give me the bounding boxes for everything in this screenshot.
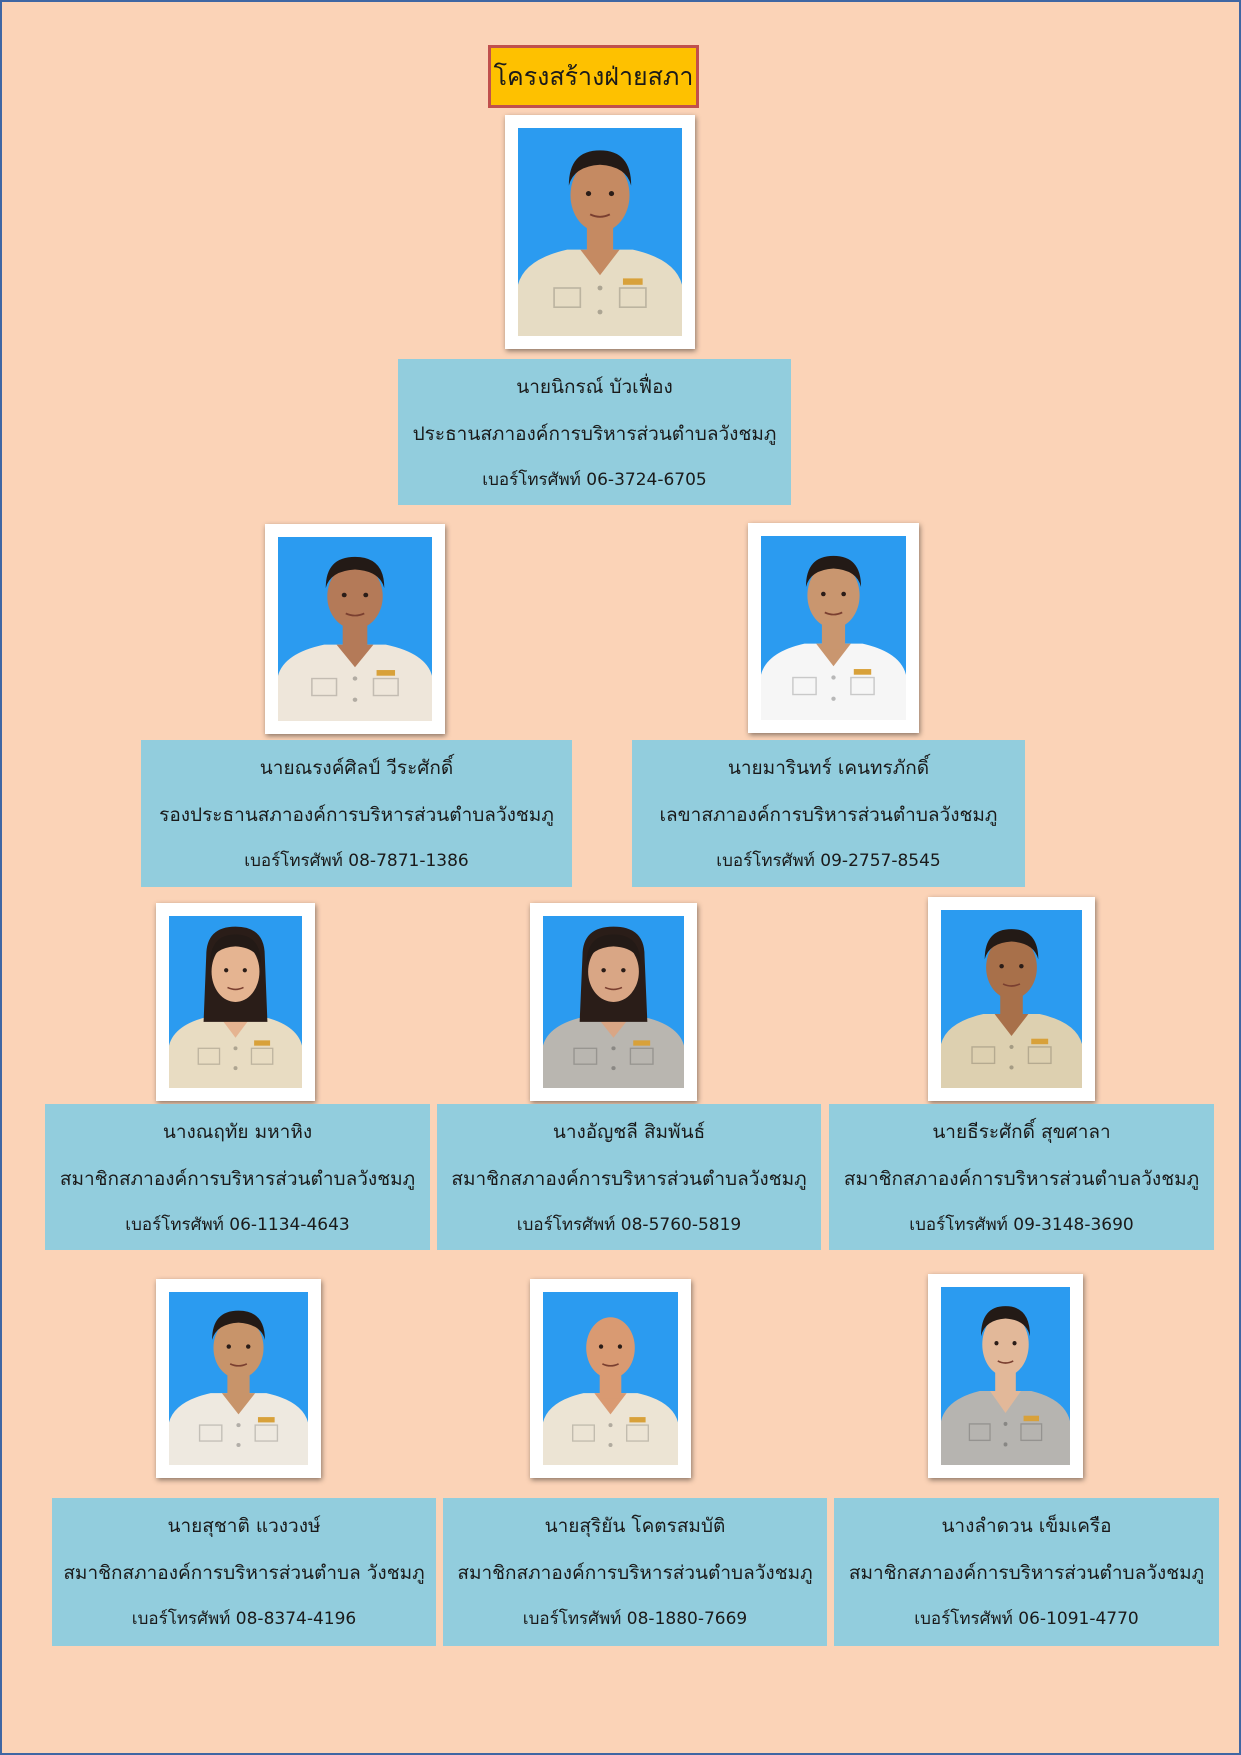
member-phone [52,1605,436,1632]
member-card [52,1498,436,1646]
member-position: รองประธานสภาองค์การบริหารส่วนตำบลวังชมภู [159,804,554,826]
member-position: สมาชิกสภาองค์การบริหารส่วนตำบลวังชมภู [848,1562,1205,1584]
phone-number: 09-2757-8545 [820,851,941,871]
member-photo [530,1279,691,1478]
member-name: นายสุริยัน โคตรสมบัติ [544,1515,726,1537]
member-name: นางณฤทัย มหาหิง [162,1121,313,1143]
portrait-figure [543,1292,678,1465]
portrait-figure [543,916,684,1088]
member-phone [398,466,791,493]
phone-label: เบอร์โทรศัพท์ [716,851,815,871]
member-photo [505,115,695,349]
member-name: นายมารินทร์ เคนทรภักดิ์ [727,757,930,779]
phone-label: เบอร์โทรศัพท์ [516,1215,616,1235]
phone-label: เบอร์โทรศัพท์ [125,1215,224,1235]
member-phone [45,1211,430,1238]
phone-number: 08-1880-7669 [626,1609,748,1629]
portrait-figure [169,916,302,1088]
portrait-figure [941,910,1082,1088]
member-card [632,740,1025,887]
member-card [437,1104,821,1250]
member-card [398,359,791,505]
member-card [834,1498,1219,1646]
member-photo [748,523,919,733]
member-position: สมาชิกสภาองค์การบริหารส่วนตำบลวังชมภู [451,1168,807,1190]
member-phone [437,1211,821,1238]
member-photo [265,524,445,734]
member-phone [834,1605,1219,1632]
member-card [829,1104,1214,1250]
portrait-figure [169,1292,308,1465]
member-name: นางอัญชลี สิมพันธ์ [552,1121,706,1143]
member-phone [141,847,572,874]
member-photo [156,903,315,1101]
member-name: นายนิกรณ์ บัวเฟื่อง [516,376,673,398]
member-photo [530,903,697,1101]
member-position: สมาชิกสภาองค์การบริหารส่วนตำบลวังชมภู [843,1168,1200,1190]
phone-label: เบอร์โทรศัพท์ [909,1215,1008,1235]
phone-label: เบอร์โทรศัพท์ [522,1609,622,1629]
member-card [141,740,572,887]
member-position: ประธานสภาองค์การบริหารส่วนตำบลวังชมภู [412,423,777,445]
member-name: นางลำดวน เข็มเครือ [941,1515,1112,1537]
member-photo [928,897,1095,1101]
phone-number: 09-3148-3690 [1013,1215,1134,1235]
member-phone [829,1211,1214,1238]
phone-number: 08-8374-4196 [235,1609,357,1629]
member-name: นายณรงค์ศิลป์ วีระศักดิ์ [259,757,454,779]
portrait-figure [761,536,906,720]
phone-label: เบอร์โทรศัพท์ [131,1609,231,1629]
member-position: สมาชิกสภาองค์การบริหารส่วนตำบล วังชมภู [63,1562,425,1584]
phone-number: 08-7871-1386 [348,851,469,871]
portrait-figure [941,1287,1070,1465]
phone-number: 06-3724-6705 [586,470,707,490]
member-photo [156,1279,321,1478]
page-title: โครงสร้างฝ่ายสภา [488,45,699,108]
member-position: สมาชิกสภาองค์การบริหารส่วนตำบลวังชมภู [457,1562,813,1584]
member-position: สมาชิกสภาองค์การบริหารส่วนตำบลวังชมภู [59,1168,416,1190]
member-phone [632,847,1025,874]
member-name: นายสุชาติ แวงวงษ์ [167,1515,321,1537]
phone-number: 06-1134-4643 [229,1215,350,1235]
member-position: เลขาสภาองค์การบริหารส่วนตำบลวังชมภู [659,804,998,826]
member-card [45,1104,430,1250]
portrait-figure [278,537,432,721]
phone-label: เบอร์โทรศัพท์ [914,1609,1013,1629]
portrait-figure [518,128,682,336]
member-photo [928,1274,1083,1478]
member-name: นายธีระศักดิ์ สุขศาลา [932,1121,1111,1143]
member-card [443,1498,827,1646]
phone-label: เบอร์โทรศัพท์ [244,851,343,871]
phone-number: 08-5760-5819 [620,1215,742,1235]
phone-number: 06-1091-4770 [1018,1609,1139,1629]
member-phone [443,1605,827,1632]
phone-label: เบอร์โทรศัพท์ [482,470,581,490]
